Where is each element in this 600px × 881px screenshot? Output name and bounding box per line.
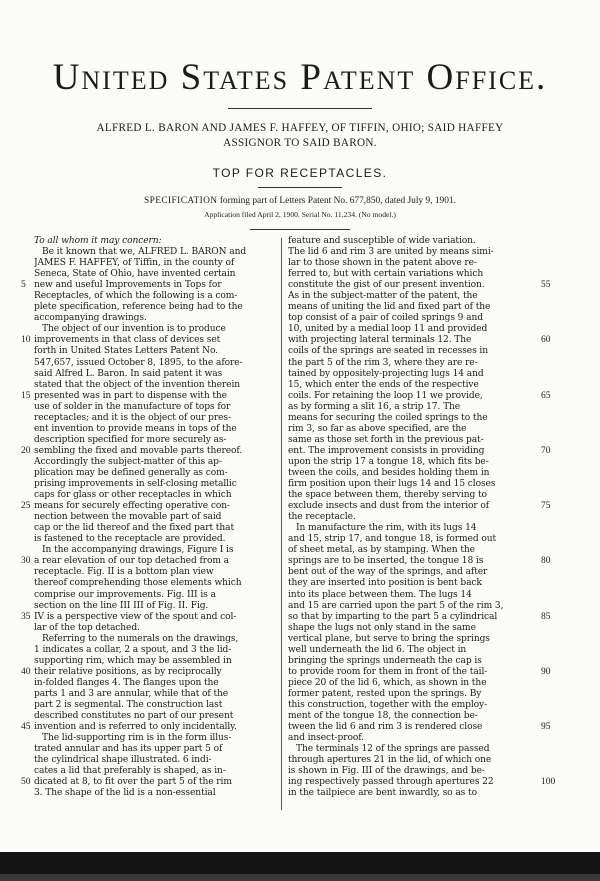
text-line: ent invention to provide means in tops of the [34, 423, 237, 434]
line-number: 40 [21, 666, 31, 677]
text-line: The lid-supporting rim is in the form illus- [42, 733, 232, 744]
text-line: The terminals 12 of the springs are passed [296, 744, 490, 755]
text-line: comprise our improvements. Fig. III is a [34, 589, 216, 600]
text-line: and 15 are carried upon the part 5 of the rim 3, [288, 600, 504, 611]
text-line: the receptacle. [288, 512, 356, 523]
text-line: 1 indicates a collar, 2 a spout, and 3 the lid- [34, 644, 232, 655]
text-line: ment of the tongue 18, the connection be- [288, 711, 478, 722]
text-line: plication may be defined generally as com- [34, 467, 228, 478]
text-line: lar of the top detached. [34, 622, 140, 633]
text-line: the cylindrical shape illustrated. 6 indi- [34, 755, 212, 766]
line-number: 60 [541, 335, 551, 346]
text-line: with projecting lateral terminals 12. The [288, 335, 472, 346]
text-line: tween the lid 6 and rim 3 is rendered close [288, 722, 483, 733]
text-line: JAMES F. HAFFEY, of Tiffin, in the county of [34, 258, 235, 269]
line-number: 5 [21, 280, 26, 291]
subject-rule [258, 187, 342, 188]
specification-lead: SPECIFICATION [144, 196, 218, 206]
text-line: 10, united by a medial loop 11 and provided [288, 324, 488, 335]
text-line: they are inserted into position is bent back [288, 578, 482, 589]
text-line: invention and is referred to only incidentally. [34, 722, 237, 733]
text-line: section on the line III III of Fig. II. Fig. [34, 600, 209, 611]
title-rule [228, 108, 372, 109]
text-line: new and useful Improvements in Tops for [34, 280, 222, 291]
text-line: springs are to be inserted, the tongue 18 is [288, 556, 484, 567]
text-line: feature and susceptible of wide variation. [288, 236, 476, 246]
text-line: former patent, rested upon the springs. By [288, 688, 482, 699]
text-line: ent. The improvement consists in providing [288, 445, 485, 456]
text-line: plete specification, reference being had to the [34, 302, 243, 313]
line-number: 80 [541, 556, 551, 567]
text-line: receptacle. Fig. II is a bottom plan view [34, 567, 214, 578]
line-number: 10 [21, 335, 31, 346]
text-line: well underneath the lid 6. The object in [288, 644, 467, 655]
text-line: trated annular and has its upper part 5 of [34, 744, 223, 755]
line-number: 30 [21, 556, 31, 567]
text-line: use of solder in the manufacture of tops for [34, 401, 231, 412]
line-number: 55 [541, 280, 551, 291]
line-number: 15 [21, 390, 31, 401]
text-line: into its place between them. The lugs 14 [288, 589, 472, 600]
scan-edge-band [0, 852, 600, 874]
text-line: supporting rim, which may be assembled in [34, 655, 232, 666]
text-line: the space between them, thereby serving to [288, 490, 487, 501]
text-line: the part 5 of the rim 3, where they are re- [288, 357, 478, 368]
text-line: bent out of the way of the springs, and after [288, 567, 488, 578]
text-line: 547,657, issued October 8, 1895, to the afore- [34, 357, 243, 368]
text-line: shape the lugs not only stand in the same [288, 622, 476, 633]
text-line: means of uniting the lid and fixed part of the [288, 302, 491, 313]
text-line: part 2 is segmental. The construction last [34, 699, 223, 710]
text-line: ing respectively passed through apertures 22 [288, 777, 494, 788]
line-number: 75 [541, 501, 551, 512]
text-line: The object of our invention is to produce [42, 324, 226, 335]
office-title: United States Patent Office. [52, 57, 548, 98]
patent-subject: TOP FOR RECEPTACLES. [212, 166, 388, 180]
text-line: receptacles; and it is the object of our pres- [34, 412, 231, 423]
text-line: caps for glass or other receptacles in which [34, 490, 232, 501]
text-line: means for securing the coiled springs to the [288, 412, 488, 423]
text-line: said Alfred L. Baron. In said patent it was [34, 368, 223, 379]
text-line: is shown in Fig. III of the drawings, and be- [288, 766, 485, 777]
column-divider [281, 238, 282, 810]
text-line: prising improvements in self-closing metallic [34, 479, 237, 490]
text-line: tained by oppositely-projecting lugs 14 and [288, 368, 484, 379]
text-line: vertical plane, but serve to bring the springs [288, 633, 490, 644]
text-line: parts 1 and 3 are annular, while that of the [34, 688, 229, 699]
line-number: 90 [541, 666, 551, 677]
application-line: Application filed April 2, 1900. Serial No. 11,234. (No model.) [204, 210, 396, 219]
text-line: stated that the object of the invention therein [34, 379, 241, 390]
text-line: IV is a perspective view of the spout and col- [34, 611, 237, 622]
specification-line [40, 195, 560, 207]
text-line: constitute the gist of our present invention. [288, 280, 485, 291]
line-number: 85 [541, 611, 551, 622]
text-line: As in the subject-matter of the patent, the [288, 291, 478, 302]
line-number: 95 [541, 722, 551, 733]
text-line: cap or the lid thereof and the fixed part that [34, 523, 234, 534]
text-line: description specified for more securely as- [34, 434, 227, 445]
text-line: Be it known that we, ALFRED L. BARON and [42, 247, 247, 258]
text-line: means for securely effecting operative con- [34, 501, 230, 512]
text-line: firm position upon their lugs 14 and 15 closes [288, 479, 496, 490]
text-line: coils. For retaining the loop 11 we provide, [288, 390, 483, 401]
text-line: Accordingly the subject-matter of this ap- [34, 456, 222, 467]
line-number: 20 [21, 445, 31, 456]
text-line: is fastened to the receptacle are provided. [34, 534, 226, 545]
line-number: 45 [21, 722, 31, 733]
text-line: exclude insects and dust from the interior of [288, 501, 490, 512]
text-line: and insect-proof. [288, 733, 364, 744]
text-line: top consist of a pair of coiled springs 9 and [288, 313, 483, 324]
text-line: of sheet metal, as by stamping. When the [288, 545, 475, 556]
inventors-block [40, 121, 560, 150]
inventors-line-2: ASSIGNOR TO SAID BARON. [223, 136, 377, 149]
text-line: improvements in that class of devices set [34, 335, 221, 346]
left-text-column [34, 236, 274, 799]
line-number: 65 [541, 390, 551, 401]
application-rule [250, 229, 350, 230]
line-number: 70 [541, 445, 551, 456]
text-line: a rear elevation of our top detached from a [34, 556, 230, 567]
text-line: 3. The shape of the lid is a non-essential [34, 788, 216, 799]
text-line: described constitutes no part of our present [34, 711, 234, 722]
text-line: lar to those shown in the patent above re- [288, 258, 477, 269]
line-number: 35 [21, 611, 31, 622]
text-line: accompanying drawings. [34, 313, 147, 324]
text-line: dicated at 8, to fit over the part 5 of the rim [34, 777, 232, 788]
text-line: tween the coils, and besides holding them in [288, 467, 490, 478]
text-line: their relative positions, as by reciprocally [34, 666, 222, 677]
text-line: as by forming a slit 16, a strip 17. The [288, 401, 461, 412]
text-line: upon the strip 17 a tongue 18, which fits be- [288, 456, 489, 467]
text-line: so that by imparting to the part 5 a cylindrical [288, 611, 498, 622]
scan-edge-shadow [0, 874, 600, 881]
line-number: 100 [541, 777, 556, 788]
text-line: forth in United States Letters Patent No. [34, 346, 218, 357]
text-line: bringing the springs underneath the cap is [288, 655, 482, 666]
line-number: 50 [21, 777, 31, 788]
text-line: in the tailpiece are bent inwardly, so as to [288, 788, 477, 799]
line-number: 25 [21, 501, 31, 512]
text-line: 15, which enter the ends of the respective [288, 379, 479, 390]
text-line: To all whom it may concern: [34, 236, 162, 246]
text-line: nection between the movable part of said [34, 512, 222, 523]
text-line: coils of the springs are seated in recesses in [288, 346, 488, 357]
text-line: sembling the fixed and movable parts thereof. [34, 445, 243, 456]
text-line: through apertures 21 in the lid, of which one [288, 755, 492, 766]
right-text-column [288, 236, 532, 799]
text-line: in-folded flanges 4. The flanges upon the [34, 677, 219, 688]
specification-rest: forming part of Letters Patent No. 677,850, dated July 9, 1901. [217, 196, 456, 206]
text-line: same as those set forth in the previous pat- [288, 434, 484, 445]
text-line: Seneca, State of Ohio, have invented certain [34, 269, 236, 280]
text-line: rim 3, so far as above specified, are the [288, 423, 467, 434]
text-line: In the accompanying drawings, Figure I is [42, 545, 234, 556]
text-line: Receptacles, of which the following is a com- [34, 291, 238, 302]
text-line: and 15, strip 17, and tongue 18, is formed out [288, 534, 497, 545]
text-line: Referring to the numerals on the drawings, [42, 633, 239, 644]
text-line: The lid 6 and rim 3 are united by means simi- [288, 247, 494, 258]
text-line: cates a lid that preferably is shaped, as in- [34, 766, 226, 777]
text-line: this construction, together with the employ- [288, 699, 488, 710]
text-line: thereof comprehending those elements which [34, 578, 242, 589]
text-line: presented was in part to dispense with the [34, 390, 227, 401]
text-line: to provide room for them in front of the tail- [288, 666, 488, 677]
inventors-line-1: ALFRED L. BARON AND JAMES F. HAFFEY, OF TIFFIN, OHIO; SAID HAFFEY [96, 122, 504, 134]
text-line: ferred to, but with certain variations which [288, 269, 484, 280]
text-line: piece 20 of the lid 6, which, as shown in the [288, 677, 487, 688]
text-line: In manufacture the rim, with its lugs 14 [296, 523, 477, 534]
